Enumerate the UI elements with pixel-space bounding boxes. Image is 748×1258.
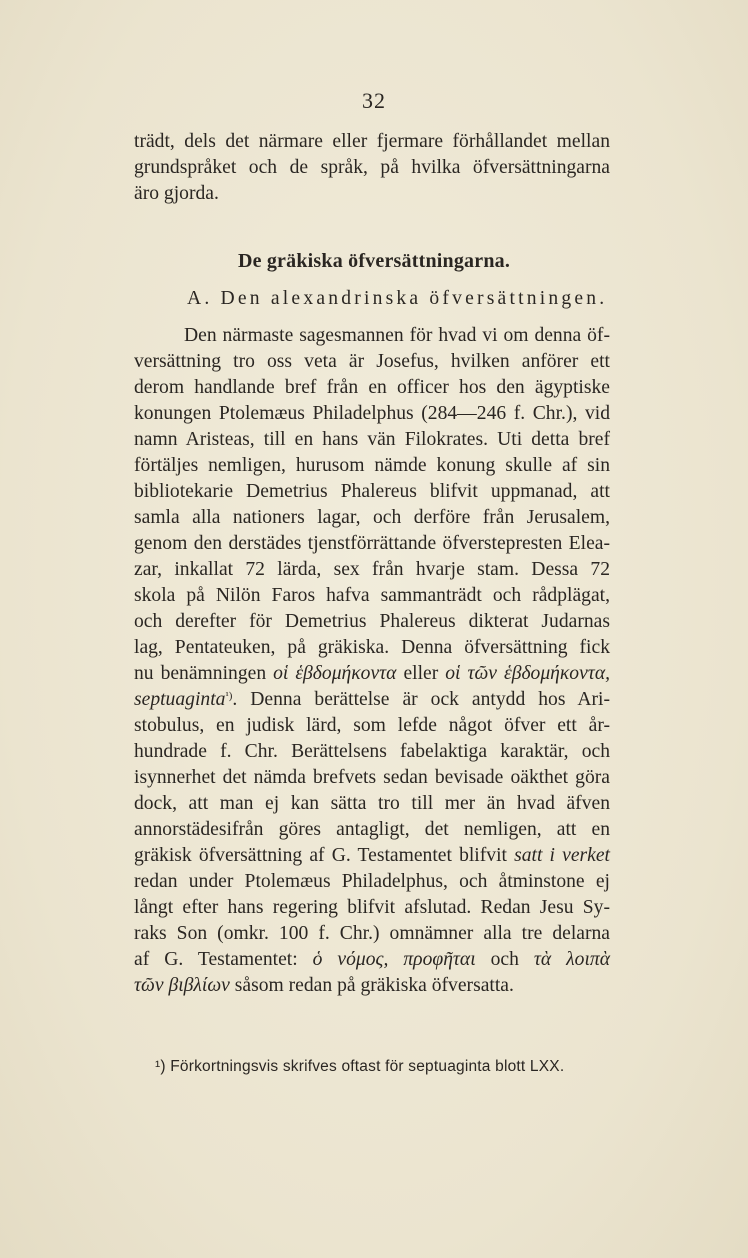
text-line: hundrade f. Chr. Berättelsens fabelaktiga karaktär, och xyxy=(134,741,610,762)
text-line: stobulus, en judisk lärd, som lefde något öfver ett år- xyxy=(134,715,610,736)
text-line: redan under Ptolemæus Philadelphus, och åtminstone ej xyxy=(134,871,610,892)
text-line: isynnerhet det nämda brefvets sedan bevisade oäkthet göra xyxy=(134,767,610,788)
page-number: 32 xyxy=(362,88,386,113)
text-line: dock, att man ej kan sätta tro till mer än hvad äfven xyxy=(134,793,610,814)
greek-phrase: τὰ λοιπὰ xyxy=(533,949,610,970)
text-line: äro gjorda. xyxy=(134,183,219,204)
text-span: eller xyxy=(396,663,446,684)
text-span: gräkisk öfversättning af G. Testamentet blifvit xyxy=(134,845,515,866)
text-line: och derefter för Demetrius Phalereus dikterat Judarnas xyxy=(134,611,610,632)
text-line: grundspråket och de språk, på hvilka öfversättningarna xyxy=(134,157,610,178)
text-line: samla alla nationers lagar, och derföre från Jerusalem, xyxy=(134,507,610,528)
text-line: namn Aristeas, till en hans vän Filokrates. Uti detta bref xyxy=(134,429,610,450)
body-paragraph xyxy=(134,323,610,999)
greek-phrase: οἱ τῶν ἑβδομήκοντα, xyxy=(445,663,611,684)
text-line xyxy=(134,973,610,999)
section-heading: De gräkiska öfversättningarna. xyxy=(237,250,511,272)
intro-paragraph xyxy=(134,129,610,207)
text-line: versättning tro oss veta är Josefus, hvilken anförer ett xyxy=(134,351,610,372)
text-line: skola på Nilön Faros hafva sammanträdt och rådplägat, xyxy=(134,585,610,606)
text-line: trädt, dels det närmare eller fjermare förhållandet mellan xyxy=(134,131,610,152)
text-line: raks Son (omkr. 100 f. Chr.) omnämner alla tre delarna xyxy=(134,923,610,944)
text-span: såsom redan på gräkiska öfversatta. xyxy=(229,975,514,996)
greek-phrase: τῶν βιβλίων xyxy=(134,975,230,996)
text-line: lag, Pentateuken, på gräkiska. Denna öfversättning fick xyxy=(134,637,610,658)
emphasis-phrase: satt i verket xyxy=(514,845,610,866)
text-span: af G. Testamentet: xyxy=(134,949,313,970)
text-line xyxy=(134,947,610,973)
text-span: nu benämningen xyxy=(134,663,274,684)
text-line: konungen Ptolemæus Philadelphus (284—246 f. Chr.), vid xyxy=(134,403,610,424)
text-line: zar, inkallat 72 lärda, sex från hvarje stam. Dessa 72 xyxy=(134,559,610,580)
text-span: och xyxy=(475,949,534,970)
text-line: förtäljes nemligen, hurusom nämde konung skulle af sin xyxy=(134,455,610,476)
text-line: Den närmaste sagesmannen för hvad vi om denna öf- xyxy=(184,325,610,346)
footnote: ¹) Förkortningsvis skrifves oftast för septuaginta blott LXX. xyxy=(155,1058,565,1075)
text-span: . Denna berättelse är ock antydd hos Ari- xyxy=(232,689,610,710)
text-line xyxy=(134,687,610,713)
greek-phrase: ὁ νόμος, προφῆται xyxy=(312,949,476,970)
text-line: annorstädesifrån göres antagligt, det nemligen, att en xyxy=(134,819,610,840)
greek-phrase: οἱ ἑβδομήκοντα xyxy=(273,663,397,684)
text-line xyxy=(134,661,610,687)
latin-term: septuaginta xyxy=(134,689,226,710)
subsection-heading: A. Den alexandrinska öfversättningen. xyxy=(187,288,608,309)
text-line xyxy=(134,843,610,869)
text-line: långt efter hans regering blifvit afslutad. Redan Jesu Sy- xyxy=(134,897,610,918)
text-line: derom handlande bref från en officer hos den ägyptiske xyxy=(134,377,610,398)
footnote-marker: ¹) xyxy=(225,690,233,702)
text-line: bibliotekarie Demetrius Phalereus blifvit uppmanad, att xyxy=(134,481,610,502)
text-line: genom den derstädes tjenstförrättande öfverstepresten Elea- xyxy=(134,533,610,554)
